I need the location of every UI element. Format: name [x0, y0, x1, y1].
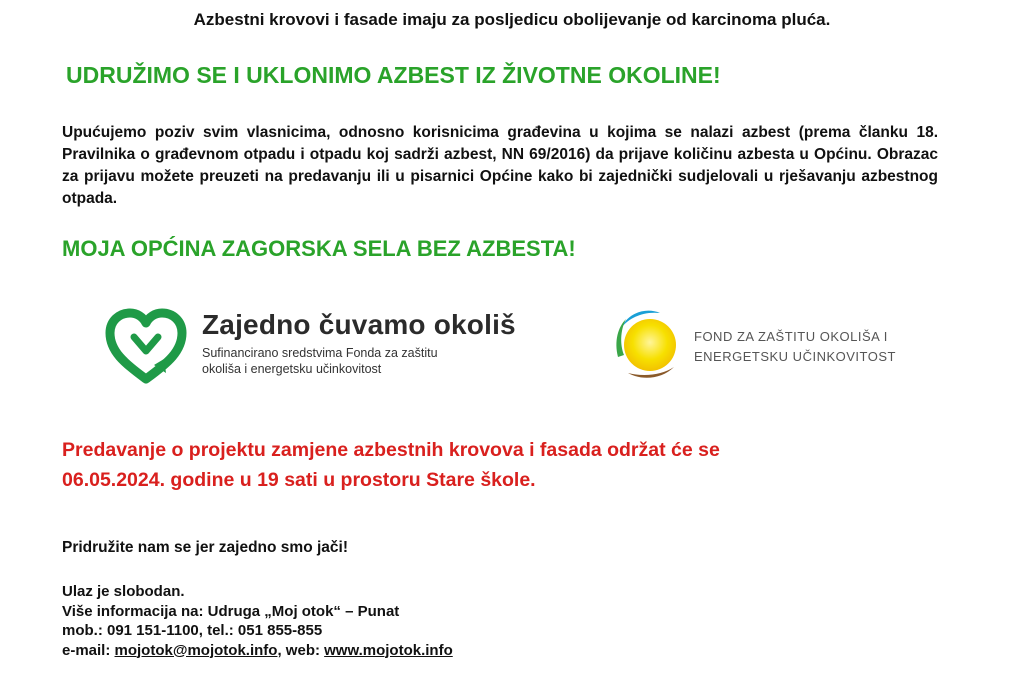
invitation-paragraph: Upućujemo poziv svim vlasnicima, odnosno korisnicima građevina u kojima se nalazi azbest (prema članku 18. Pravilnika o građevnom otpadu i otpadu koj sadrži azbest, NN 69/2016) da prijave količinu azbesta u Općinu. Obrazac za prijavu možete preuzeti na predavanju ili u pisarnici Općine kako bi zajednički sudjelovali u rješavanju azbestnog otpada. — [62, 124, 938, 207]
headline: UDRUŽIMO SE I UKLONIMO AZBEST IZ ŽIVOTNE OKOLINE! — [66, 62, 721, 88]
phone-line: mob.: 091 151-1100, tel.: 051 855-855 — [62, 622, 323, 639]
join-us-text: Pridružite nam se jer zajedno smo jači! — [62, 539, 348, 556]
recycle-heart-icon — [104, 307, 188, 385]
logo-subtitle-line: Sufinancirano sredstvima Fonda za zaštitu — [202, 346, 438, 360]
lecture-announcement — [62, 435, 962, 495]
email-web-line — [62, 641, 453, 661]
web-label: , web: — [277, 641, 325, 659]
logo-title: Zajedno čuvamo okoliš — [202, 309, 516, 340]
email-link[interactable]: mojotok@mojotok.info — [114, 641, 278, 659]
contact-info — [62, 582, 453, 660]
fond-logo — [612, 305, 912, 385]
announcement-line: 06.05.2024. godine u 19 sati u prostoru Stare škole. — [62, 469, 536, 491]
fond-name-line: ENERGETSKU UČINKOVITOST — [694, 349, 896, 364]
sun-logo-icon — [612, 307, 682, 381]
email-label: e-mail: — [62, 641, 115, 659]
web-link[interactable]: www.mojotok.info — [324, 641, 453, 659]
zajedno-cuvamo-okolis-logo — [104, 305, 574, 385]
info-line: Više informacija na: Udruga „Moj otok“ – Punat — [62, 602, 400, 620]
logo-subtitle-line: okoliša i energetsku učinkovitost — [202, 362, 382, 376]
fond-name-line: FOND ZA ZAŠTITU OKOLIŠA I — [694, 329, 888, 344]
announcement-line: Predavanje o projektu zamjene azbestnih krovova i fasada održat će se — [62, 439, 720, 461]
slogan: MOJA OPĆINA ZAGORSKA SELA BEZ AZBESTA! — [62, 236, 576, 261]
entry-note: Ulaz je slobodan. — [62, 583, 185, 600]
intro-line: Azbestni krovovi i fasade imaju za posljedicu obolijevanje od karcinoma pluća. — [193, 10, 831, 29]
